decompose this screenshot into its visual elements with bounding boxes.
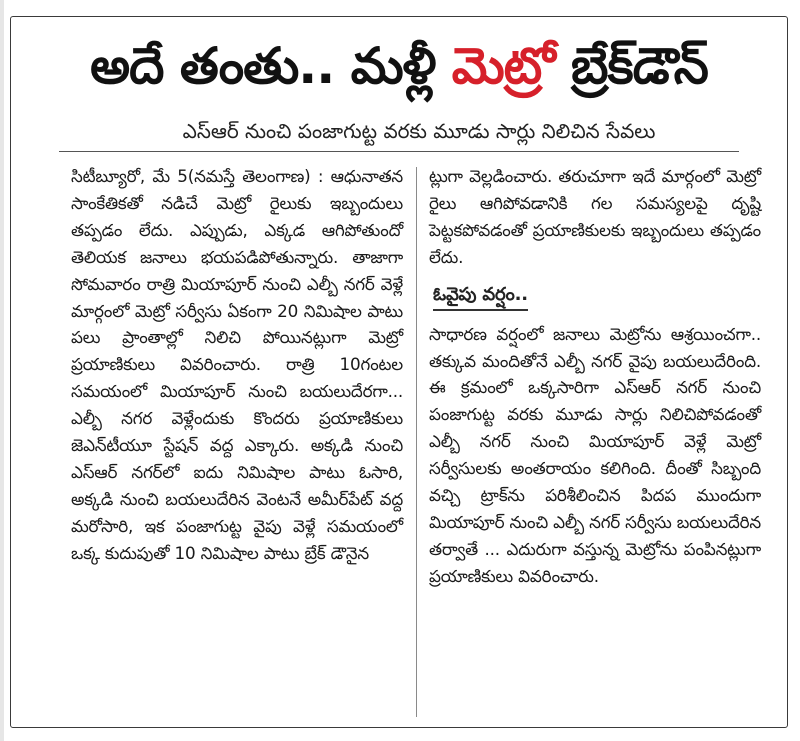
right-column-paragraph-1: ట్లుగా వెల్లడించారు. తరుచూగా ఇదే మార్గంలో మెట్రో రైలు ఆగిపోవడానికి గల సమస్యలపై దృష్టి పెట్టకపోవడంతో ప్రయాణికులకు ఇబ్బందులు తప్పడం లేదు. xyxy=(429,166,761,267)
right-column-paragraph-2: సాధారణ వర్షంలో జనాలు మెట్రోను ఆశ్రయించగా.. తక్కువ మందితోనే ఎల్బీ నగర్‌ వైపు బయలుదేరింది. ఈ క్రమంలో ఒక్కసారిగా ఎస్‌ఆర్‌ నగర్‌ నుంచి పంజాగుట్ట వరకు మూడు సార్లు నిలిచిపోవడంతో ఎల్బీ నగర్‌ నుంచి మియాపూర్‌ వెళ్లే మెట్రో సర్వీసులకు అంతరాయం కలిగింది. దీంతో సిబ్బంది వచ్చి ట్రాక్‌ను పరిశీలించిన పిదప ముందుగా మియాపూర్‌ నుంచి ఎల్బీ నగర్‌ సర్వీసు బయలుదేరిన తర్వాతే ... ఎదురుగా వస్తున్న మెట్రోను పంపినట్లుగా ప్రయాణికులు వివరించారు. xyxy=(429,323,761,586)
article-column-right xyxy=(429,163,761,590)
subheadline: ఎస్‌ఆర్‌ నుంచి పంజాగుట్ట వరకు మూడు సార్లు నిలిచిన సేవలు xyxy=(182,119,656,143)
page-edge xyxy=(0,0,4,741)
headline-metro-word: మెట్రో xyxy=(451,37,555,95)
section-subtitle: ఓవైపు వర్షం.. xyxy=(433,281,528,311)
article-column-left xyxy=(71,163,403,567)
column-divider xyxy=(416,167,417,717)
headline-part-1: అదే తంతు.. మళ్లీ xyxy=(90,37,452,95)
left-column-paragraph: సిటీబ్యూరో, మే 5(నమస్తే తెలంగాణ) : ఆధునాతన సాంకేతికతో నడిచే మెట్రో రైలుకు ఇబ్బందులు తప్పడం లేదు. ఎప్పుడు, ఎక్కడ ఆగిపోతుందో తెలియక జనాలు భయపడిపోతున్నారు. తాజాగా సోమవారం రాత్రి మియాపూర్‌ నుంచి ఎల్బీ నగర్‌ వెళ్లే మార్గంలో మెట్రో సర్వీసు ఏకంగా 20 నిమిషాల పాటు పలు ప్రాంతాల్లో నిలిచి పోయినట్లుగా మెట్రో ప్రయాణికులు వివరించారు. రాత్రి 10గంటల సమయంలో మియాపూర్‌ నుంచి బయలుదేరగా... ఎల్బీ నగర వెళ్లేందుకు కొందరు ప్రయాణికులు జెఎన్‌టీయూ స్టేషన్‌ వద్ద ఎక్కారు. అక్కడి నుంచి ఎస్‌ఆర్‌ నగర్‌లో ఐదు నిమిషాల పాటు ఓసారి, అక్కడి నుంచి బయలుదేరిన వెంటనే అమీర్‌పేట్‌ వద్ద మరోసారి, ఇక పంజాగుట్ట వైపు వెళ్లే సమయంలో ఒక్క కుదుపుతో 10 నిమిషాల పాటు బ్రేక్‌ డౌనైన xyxy=(71,166,403,563)
subheadline-rule xyxy=(59,151,739,152)
headline xyxy=(11,31,787,101)
newspaper-clipping xyxy=(10,16,788,728)
headline-part-2: బ్రేక్‌డౌన్‌ xyxy=(554,37,708,95)
